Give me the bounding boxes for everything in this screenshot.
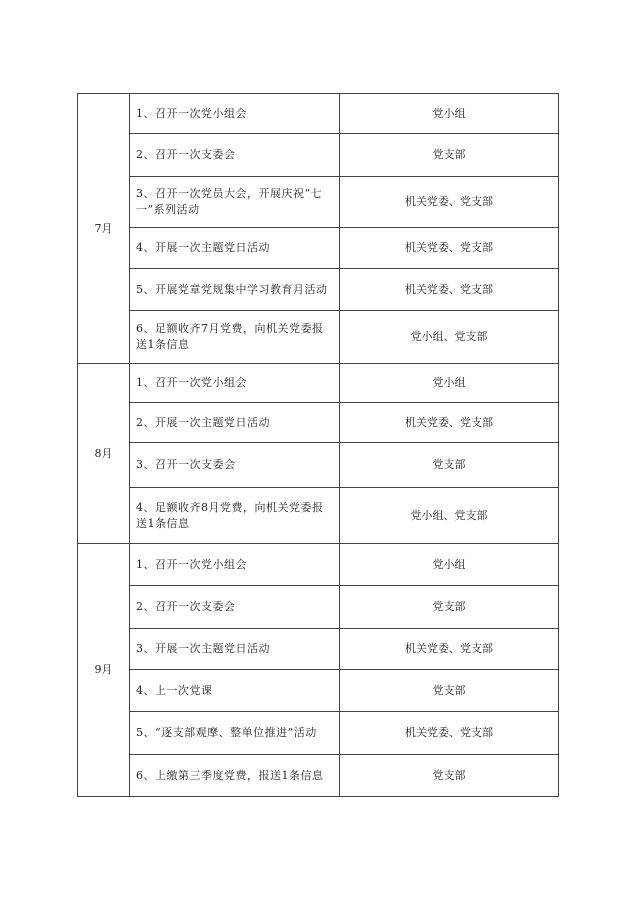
table-row — [78, 629, 559, 670]
month-cell: 9月 — [78, 544, 130, 797]
task-cell: 2、开展一次主题党日活动 — [130, 403, 340, 443]
task-cell: 2、召开一次支委会 — [130, 134, 340, 177]
owner-cell: 党小组、党支部 — [340, 311, 559, 364]
owner-cell: 党支部 — [340, 134, 559, 177]
owner-cell: 机关党委、党支部 — [340, 712, 559, 755]
owner-cell: 党支部 — [340, 755, 559, 797]
owner-cell: 党小组 — [340, 94, 559, 134]
table-row — [78, 443, 559, 488]
owner-cell: 党支部 — [340, 443, 559, 488]
owner-cell: 机关党委、党支部 — [340, 177, 559, 228]
owner-cell: 机关党委、党支部 — [340, 269, 559, 311]
owner-cell: 机关党委、党支部 — [340, 629, 559, 670]
table-row — [78, 670, 559, 712]
table-row — [78, 544, 559, 586]
table-row — [78, 364, 559, 403]
table-row — [78, 586, 559, 629]
task-cell: 3、召开一次党员大会，开展庆祝“七一”系列活动 — [130, 177, 340, 228]
task-cell: 1、召开一次党小组会 — [130, 94, 340, 134]
table-row — [78, 488, 559, 544]
table-row — [78, 712, 559, 755]
task-cell: 1、召开一次党小组会 — [130, 364, 340, 403]
task-cell: 2、召开一次支委会 — [130, 586, 340, 629]
schedule-table — [77, 93, 559, 797]
table-row — [78, 269, 559, 311]
owner-cell: 机关党委、党支部 — [340, 228, 559, 269]
task-cell: 4、开展一次主题党日活动 — [130, 228, 340, 269]
schedule-body — [78, 94, 559, 797]
owner-cell: 党小组 — [340, 364, 559, 403]
table-row — [78, 403, 559, 443]
task-cell: 6、足额收齐7月党费，向机关党委报送1条信息 — [130, 311, 340, 364]
owner-cell: 党小组、党支部 — [340, 488, 559, 544]
table-row — [78, 311, 559, 364]
task-cell: 4、足额收齐8月党费，向机关党委报送1条信息 — [130, 488, 340, 544]
task-cell: 1、召开一次党小组会 — [130, 544, 340, 586]
owner-cell: 党支部 — [340, 670, 559, 712]
table-row — [78, 228, 559, 269]
task-cell: 6、上缴第三季度党费，报送1条信息 — [130, 755, 340, 797]
owner-cell: 党支部 — [340, 586, 559, 629]
table-row — [78, 755, 559, 797]
table-row — [78, 134, 559, 177]
owner-cell: 机关党委、党支部 — [340, 403, 559, 443]
task-cell: 3、召开一次支委会 — [130, 443, 340, 488]
month-cell: 7月 — [78, 94, 130, 364]
table-row — [78, 177, 559, 228]
task-cell: 5、“逐支部观摩、整单位推进”活动 — [130, 712, 340, 755]
task-cell: 4、上一次党课 — [130, 670, 340, 712]
owner-cell: 党小组 — [340, 544, 559, 586]
month-cell: 8月 — [78, 364, 130, 544]
task-cell: 3、开展一次主题党日活动 — [130, 629, 340, 670]
table-row — [78, 94, 559, 134]
task-cell: 5、开展党章党规集中学习教育月活动 — [130, 269, 340, 311]
